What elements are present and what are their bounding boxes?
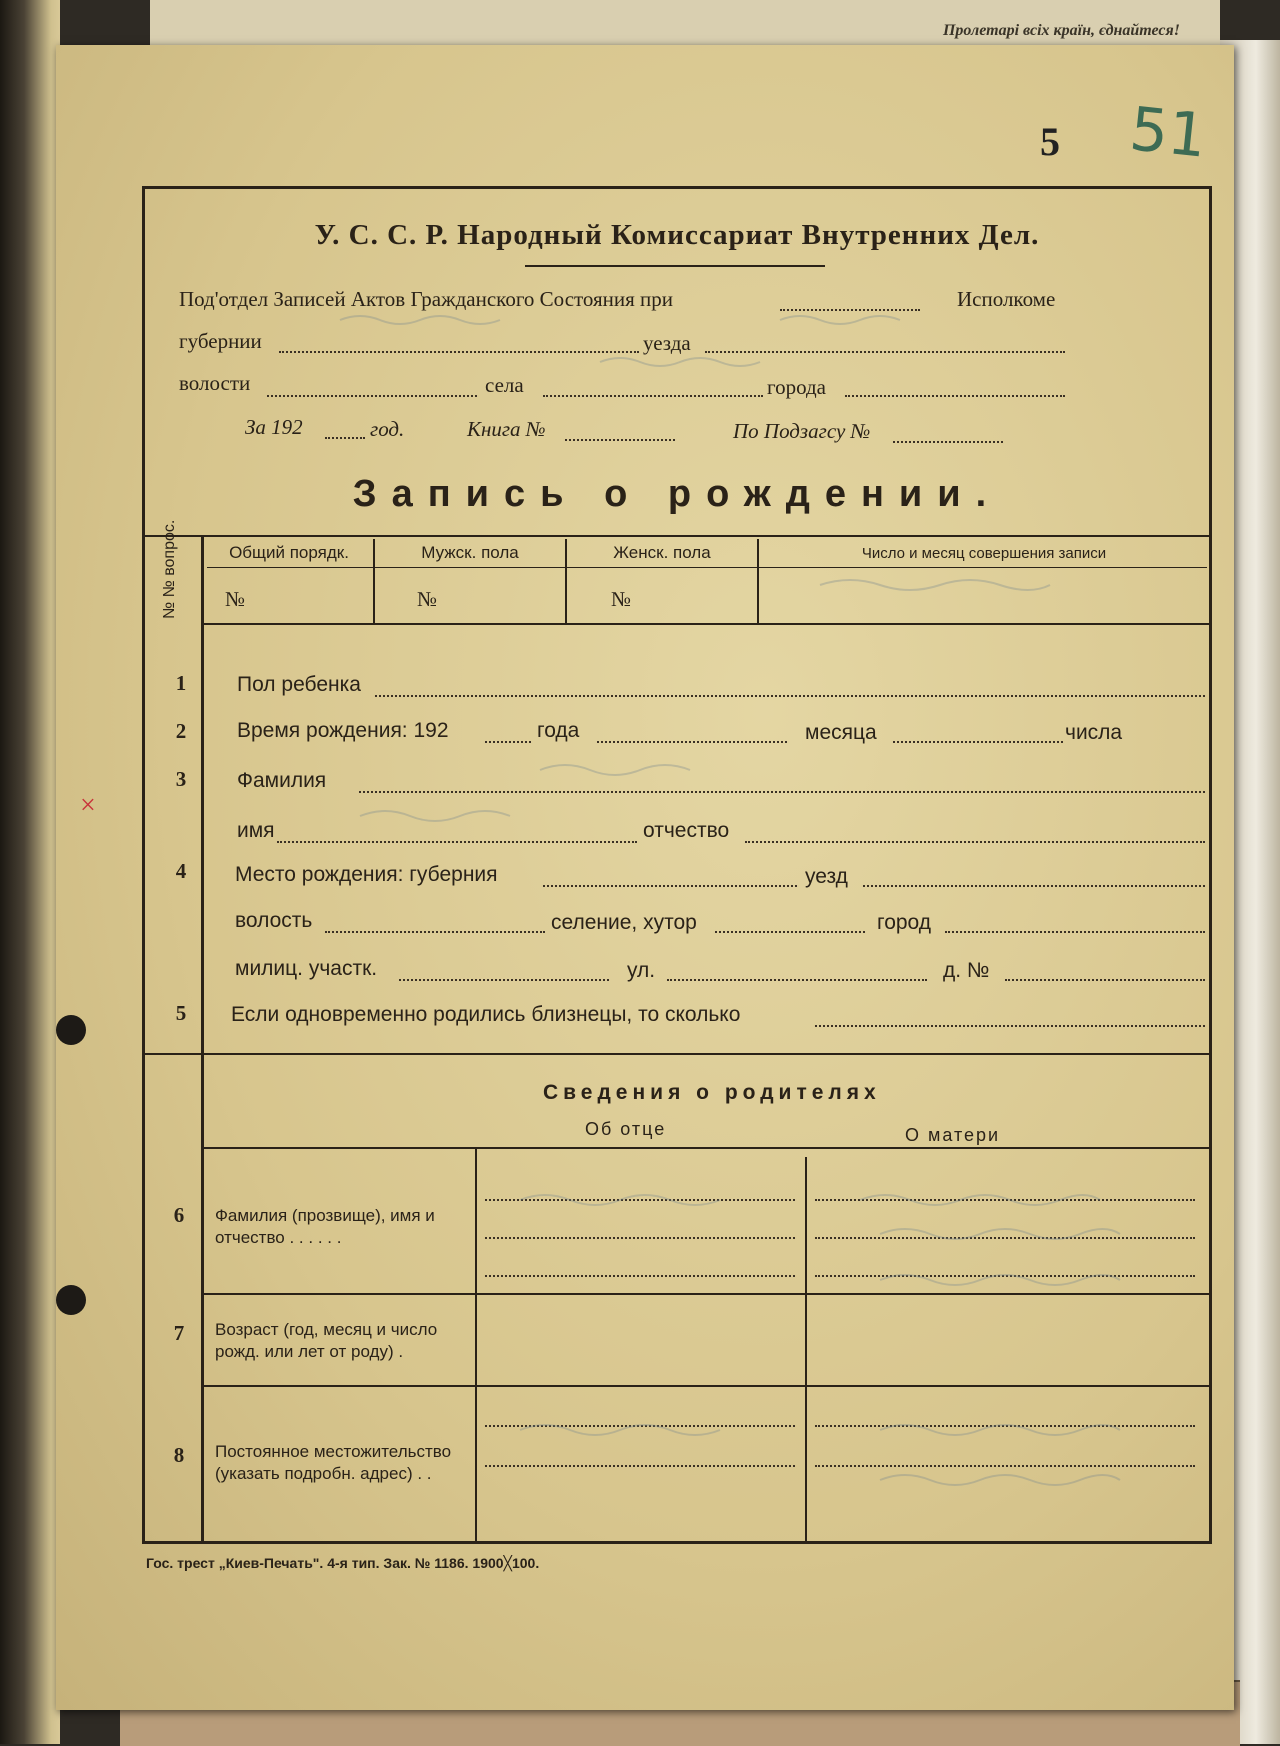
question-number: 3 (175, 767, 187, 791)
birthplace-label: Место рождения: губерния (235, 863, 498, 886)
patronymic-label: отчество (643, 819, 730, 842)
question-number: 7 (173, 1321, 185, 1345)
male-value: № (417, 587, 438, 611)
question-number: 8 (173, 1443, 185, 1467)
parents-name-label: Фамилия (прозвище), имя и отчество . . . . . . (215, 1206, 435, 1247)
general-order-value: № (225, 587, 246, 611)
street-label: ул. (627, 959, 656, 982)
birthplace-city-label: город (877, 911, 932, 934)
year-suffix: год. (370, 417, 405, 441)
question-number: 2 (175, 719, 187, 743)
year-word: года (537, 719, 580, 742)
question-number: 6 (173, 1203, 185, 1227)
birth-time-label: Время рождения: 192 (237, 719, 449, 742)
subdept-suffix: Исполкоме (957, 287, 1056, 311)
surname-label: Фамилия (237, 769, 327, 792)
question-column-header: № № вопрос. (161, 519, 178, 619)
red-cross-mark: × (80, 790, 96, 821)
twins-label: Если одновременно родились близнецы, то сколько (231, 1003, 741, 1026)
house-label: д. № (943, 959, 990, 982)
mother-header: О матери (905, 1125, 1001, 1145)
header-title: У. С. С. Р. Народный Комиссариат Внутренних Дел. (314, 219, 1040, 251)
child-sex-label: Пол ребенка (237, 673, 361, 696)
record-date-header: Число и месяц совершения записи (861, 545, 1107, 562)
question-number: 4 (175, 859, 187, 883)
male-header: Мужск. пола (421, 543, 519, 562)
female-value: № (611, 587, 632, 611)
gorod-label: города (767, 375, 826, 399)
question-number: 5 (175, 1001, 187, 1025)
militia-label: милиц. участк. (235, 957, 378, 980)
printer-imprint: Гос. трест „Киев-Печать". 4-я тип. Зак. № 1186. 1900╳100. (146, 1555, 540, 1571)
parents-age-label: Возраст (год, месяц и число рожд. или лет от роду) . (215, 1320, 438, 1361)
book-label: Книга № (467, 417, 546, 441)
subdept-label: Под'отдел Записей Актов Гражданского Состояния при (179, 287, 674, 311)
parents-title: Сведения о родителях (543, 1081, 881, 1104)
first-name-label: имя (237, 819, 275, 842)
handwritten-folio-number: 51 (1126, 94, 1210, 172)
month-word: месяца (805, 721, 877, 744)
year-label: За 192 (245, 415, 303, 439)
record-title: Запись о рождении. (352, 473, 1002, 515)
birthplace-volost-label: волость (235, 909, 313, 932)
sheet-number: 5 (1040, 119, 1060, 164)
subzags-label: По Подзагсу № (733, 419, 871, 443)
female-header: Женск. пола (613, 543, 711, 562)
question-number: 1 (175, 671, 187, 695)
general-order-header: Общий порядк. (229, 543, 349, 562)
volost-label: волости (179, 371, 251, 395)
top-banner: Пролетарі всіх країн, єднайтеся! (942, 22, 1180, 39)
selenie-label: селение, хутор (551, 911, 697, 934)
gubernia-label: губернии (179, 329, 262, 353)
uezd-label: уезда (643, 331, 691, 355)
day-word: числа (1065, 721, 1123, 744)
father-header: Об отце (585, 1119, 667, 1139)
parents-address-label: Постоянное местожительство (указать подробн. адрес) . . (215, 1442, 452, 1483)
birthplace-uezd-label: уезд (805, 865, 848, 888)
selo-label: села (485, 373, 524, 397)
